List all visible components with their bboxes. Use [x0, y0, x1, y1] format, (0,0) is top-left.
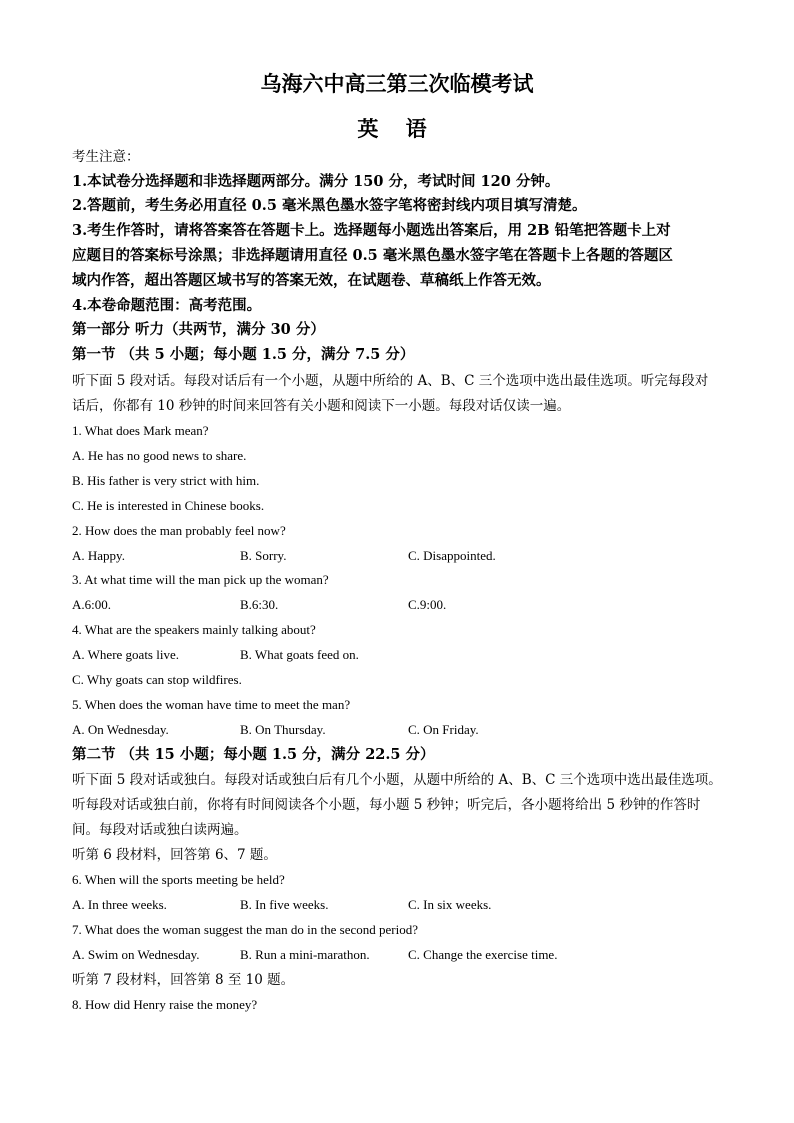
- options-row: [72, 720, 672, 740]
- option-c: C. Change the exercise time.: [408, 947, 558, 962]
- question-stem: 5. When does the woman have time to meet the man?: [72, 697, 351, 712]
- option-b: B. His father is very strict with him.: [72, 473, 260, 488]
- question-stem: 8. How did Henry raise the money?: [72, 997, 258, 1012]
- option-c: C. Disappointed.: [408, 548, 496, 563]
- question-stem: 1. What does Mark mean?: [72, 423, 209, 438]
- option-b: B. In five weeks.: [240, 897, 329, 912]
- options-row: [72, 645, 672, 665]
- option-c: C. In six weeks.: [408, 897, 492, 912]
- options-row: [72, 945, 672, 965]
- section2-instructions: 间。每段对话或独白读两遍。: [72, 822, 248, 838]
- option-b: B. Run a mini-marathon.: [240, 947, 370, 962]
- option-a: A. In three weeks.: [72, 897, 167, 912]
- option-a: A.6:00.: [72, 597, 111, 612]
- part1-heading: 第一部分 听力（共两节，满分 30 分）: [72, 321, 325, 338]
- option-b: B. What goats feed on.: [240, 647, 359, 662]
- options-row: [72, 895, 672, 915]
- notice-item: 2.答题前，考生务必用直径 0.5 毫米黑色墨水签字笔将密封线内项目填写清楚。: [72, 197, 587, 214]
- material-note: 听第 6 段材料，回答第 6、7 题。: [72, 847, 277, 863]
- subject-title: 英 语: [357, 116, 437, 141]
- notice-item: 3.考生作答时，请将答案答在答题卡上。选择题每小题选出答案后，用 2B 铅笔把答题卡上对: [72, 222, 671, 239]
- question-stem: 6. When will the sports meeting be held?: [72, 872, 285, 887]
- option-a: A. Swim on Wednesday.: [72, 947, 200, 962]
- option-c: C. He is interested in Chinese books.: [72, 498, 265, 513]
- section1-heading: 第一节 （共 5 小题；每小题 1.5 分，满分 7.5 分）: [72, 346, 415, 363]
- option-c: C. On Friday.: [408, 722, 479, 737]
- option-b: B.6:30.: [240, 597, 279, 612]
- section2-heading: 第二节 （共 15 小题；每小题 1.5 分，满分 22.5 分）: [72, 746, 435, 763]
- notice-item: 4.本卷命题范围：高考范围。: [72, 297, 262, 314]
- material-note: 听第 7 段材料，回答第 8 至 10 题。: [72, 972, 295, 988]
- notice-item: 域内作答，超出答题区域书写的答案无效，在试题卷、草稿纸上作答无效。: [72, 272, 551, 289]
- exam-title: 乌海六中高三第三次临模考试: [260, 71, 534, 96]
- option-b: B. On Thursday.: [240, 722, 326, 737]
- notice-item: 应题目的答案标号涂黑；非选择题请用直径 0.5 毫米黑色墨水签字笔在答题卡上各题的答题区: [72, 247, 673, 264]
- question-stem: 4. What are the speakers mainly talking about?: [72, 622, 316, 637]
- notice-item: 1.本试卷分选择题和非选择题两部分。满分 150 分，考试时间 120 分钟。: [72, 173, 560, 190]
- section1-instructions: 话后，你都有 10 秒钟的时间来回答有关小题和阅读下一小题。每段对话仅读一遍。: [72, 398, 571, 414]
- question-stem: 7. What does the woman suggest the man do in the second period?: [72, 922, 418, 937]
- option-a: A. Happy.: [72, 548, 125, 563]
- section2-instructions: 听下面 5 段对话或独白。每段对话或独白后有几个小题，从题中所给的 A、B、C 三个选项中选出最佳选项。: [72, 772, 722, 788]
- section2-instructions: 听每段对话或独白前，你将有时间阅读各个小题，每小题 5 秒钟；听完后，各小题将给出 5 秒钟的作答时: [72, 797, 701, 813]
- option-a: A. On Wednesday.: [72, 722, 169, 737]
- notice-heading: 考生注意：: [72, 149, 140, 165]
- options-row: [72, 546, 672, 566]
- option-c: C. Why goats can stop wildfires.: [72, 672, 242, 687]
- option-a: A. He has no good news to share.: [72, 448, 247, 463]
- option-c: C.9:00.: [408, 597, 447, 612]
- option-b: B. Sorry.: [240, 548, 287, 563]
- section1-instructions: 听下面 5 段对话。每段对话后有一个小题，从题中所给的 A、B、C 三个选项中选出最佳选项。听完每段对: [72, 373, 709, 389]
- options-row: [72, 595, 672, 615]
- question-stem: 3. At what time will the man pick up the woman?: [72, 572, 329, 587]
- option-a: A. Where goats live.: [72, 647, 179, 662]
- question-stem: 2. How does the man probably feel now?: [72, 523, 286, 538]
